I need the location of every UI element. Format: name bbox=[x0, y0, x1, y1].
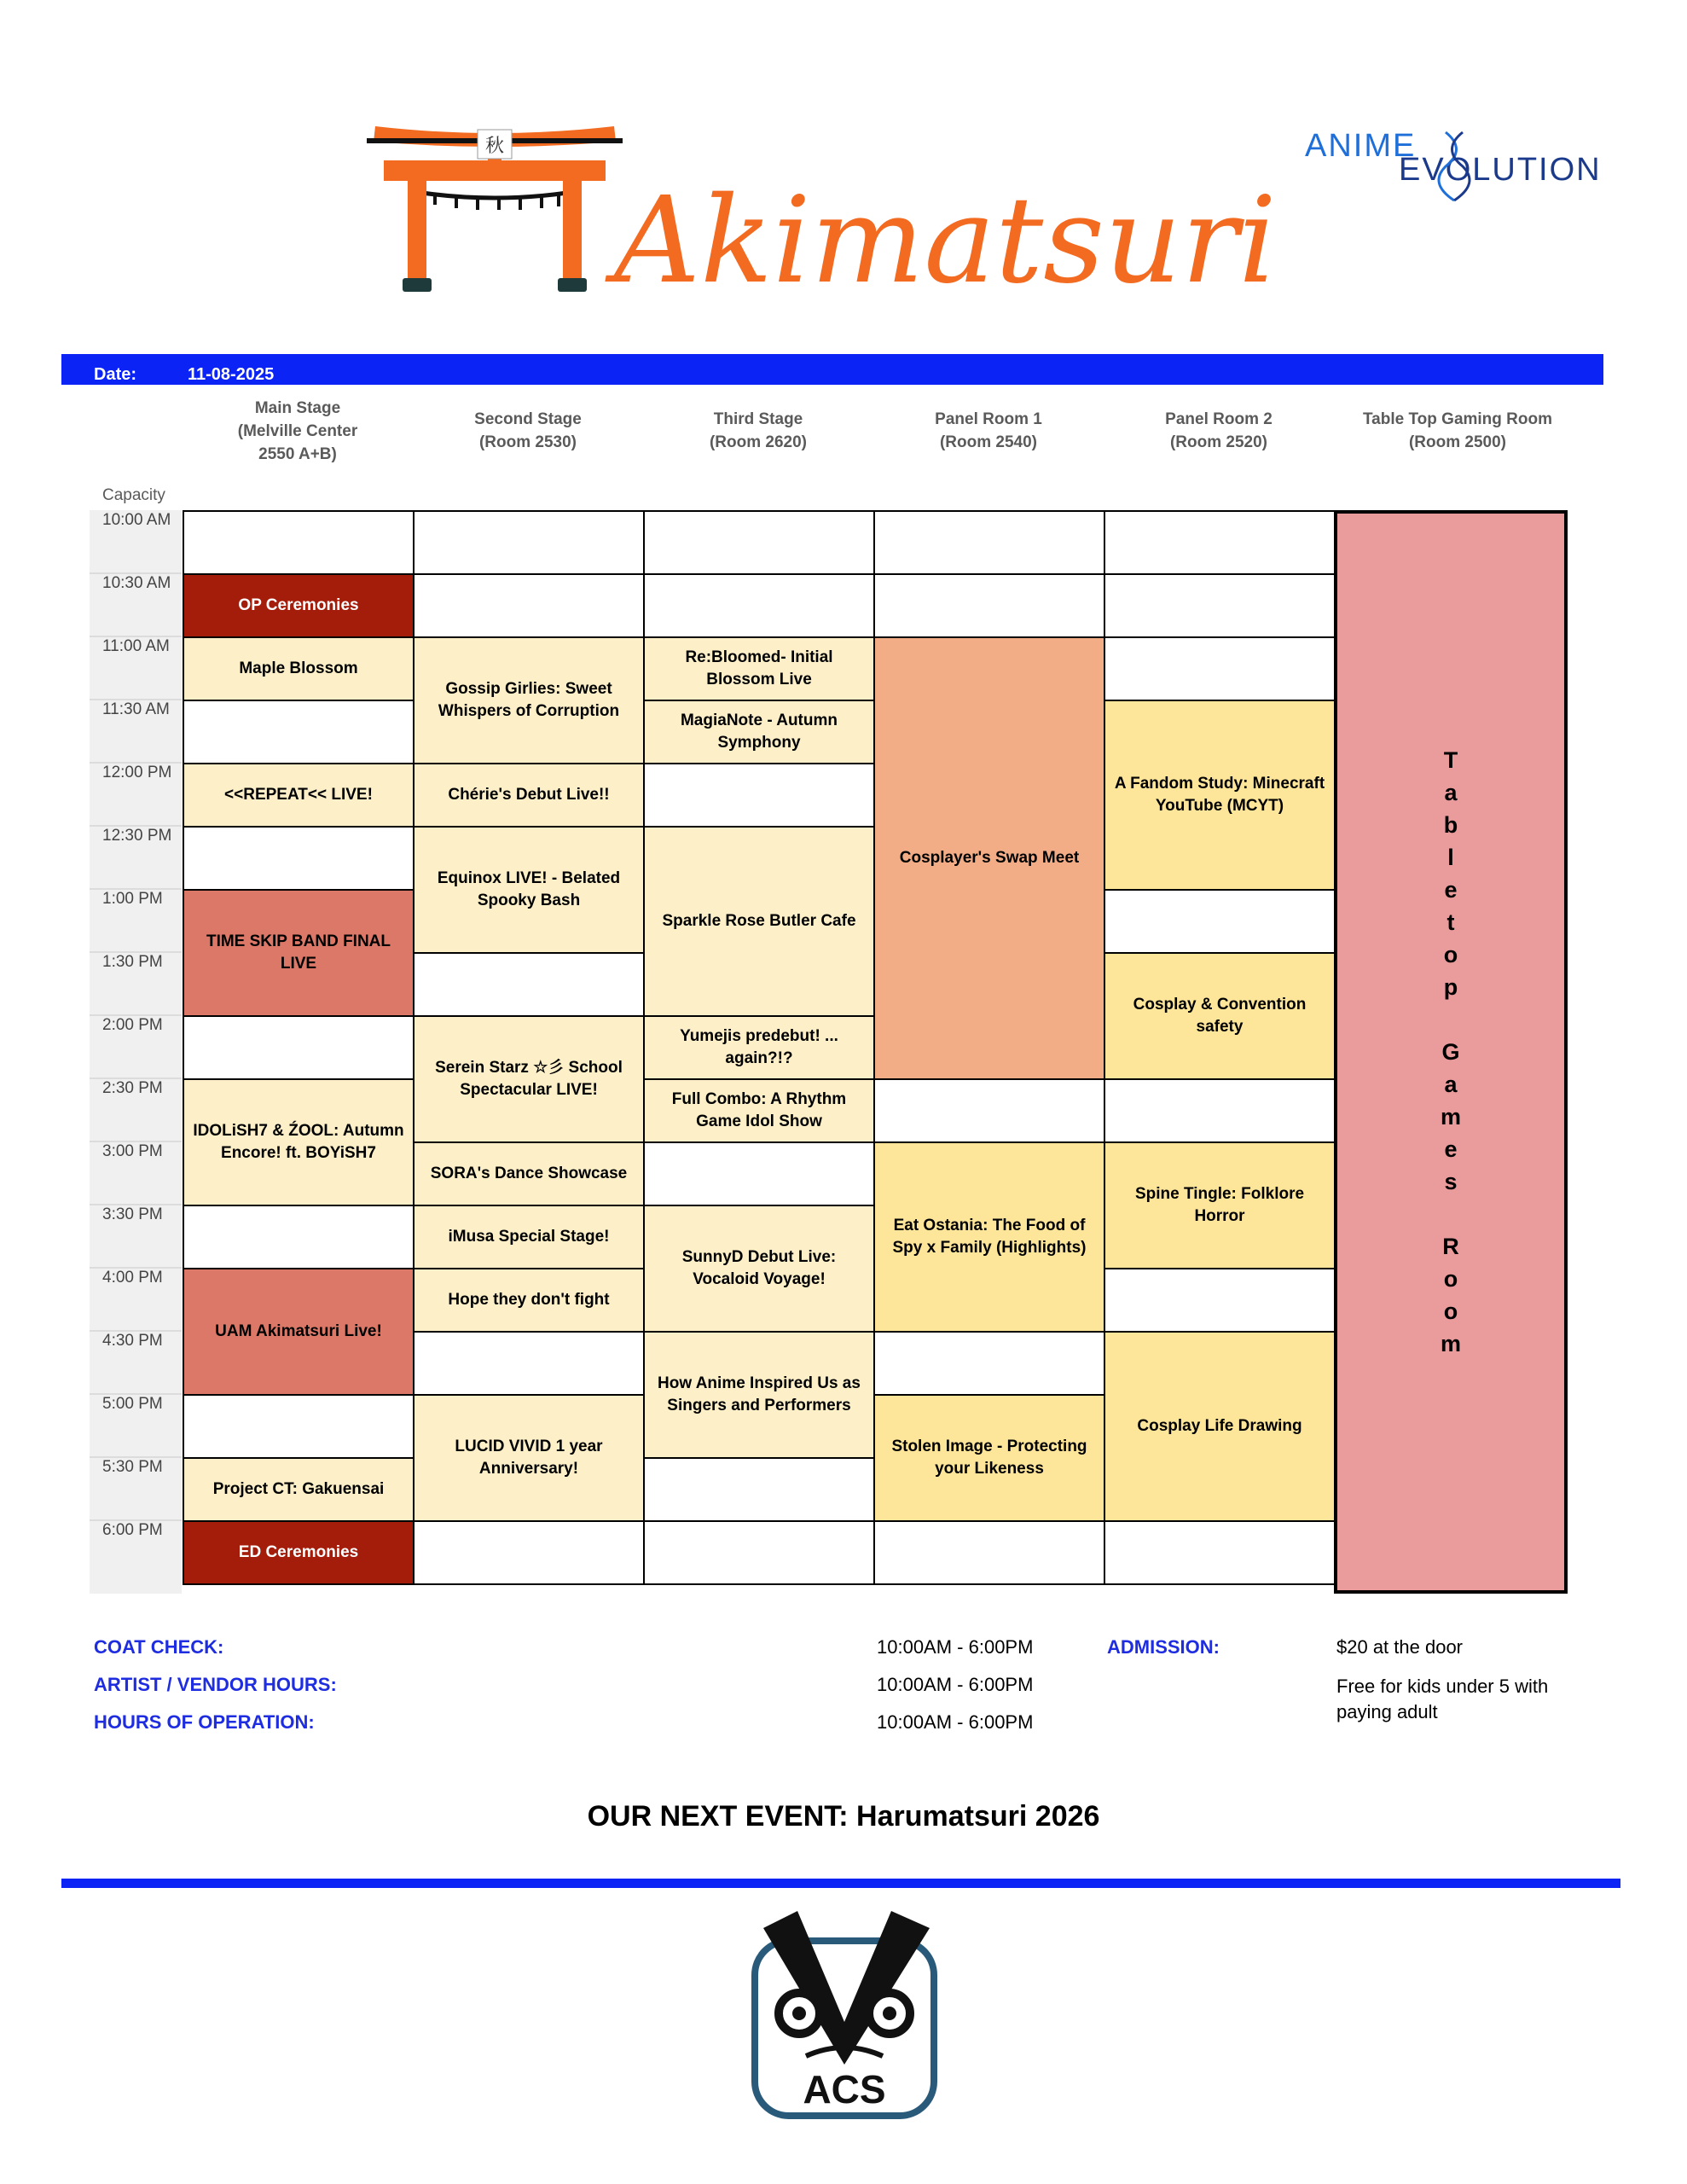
event-lucid-vivid[interactable]: LUCID VIVID 1 year Anniversary! bbox=[413, 1394, 645, 1522]
dna-helix-icon bbox=[1437, 128, 1471, 205]
event-gossip-girlies[interactable]: Gossip Girlies: Sweet Whispers of Corruption bbox=[413, 636, 645, 764]
time-divider bbox=[90, 1456, 182, 1458]
time-label: 2:30 PM bbox=[102, 1079, 163, 1097]
time-label: 4:30 PM bbox=[102, 1332, 163, 1350]
time-label: 11:30 AM bbox=[102, 700, 170, 718]
time-divider bbox=[90, 1204, 182, 1205]
admission-price: $20 at the door bbox=[1336, 1636, 1464, 1658]
room-header-panel-room-1: Panel Room 1 (Room 2540) bbox=[935, 410, 1042, 451]
room-header-second-stage: Second Stage (Room 2530) bbox=[474, 410, 582, 451]
event-rebloomed[interactable]: Re:Bloomed- Initial Blossom Live bbox=[643, 636, 875, 701]
empty-slot bbox=[1104, 889, 1336, 954]
event-yumejis-predebut[interactable]: Yumejis predebut! ... again?!? bbox=[643, 1015, 875, 1080]
empty-slot bbox=[873, 573, 1105, 638]
time-divider bbox=[90, 1141, 182, 1142]
event-stolen-image[interactable]: Stolen Image - Protecting your Likeness bbox=[873, 1394, 1105, 1522]
svg-text:秋: 秋 bbox=[484, 136, 505, 157]
akimatsuri-logo bbox=[358, 111, 1339, 307]
time-label: 11:00 AM bbox=[102, 637, 170, 655]
empty-slot bbox=[873, 510, 1105, 575]
admission-kids-note: Free for kids under 5 with paying adult bbox=[1336, 1676, 1549, 1722]
time-divider bbox=[90, 636, 182, 637]
anime-evolution-logo: ANIME EVOLUTION bbox=[1305, 128, 1655, 213]
empty-slot bbox=[873, 1331, 1105, 1396]
event-tabletop-games-room[interactable] bbox=[1334, 510, 1568, 1594]
event-idolish7-zool[interactable]: IDOLiSH7 & ŹOOL: Autumn Encore! ft. BOYiSH7 bbox=[183, 1078, 415, 1206]
vendor-hours: 10:00AM - 6:00PM bbox=[877, 1674, 1034, 1695]
time-divider bbox=[90, 1330, 182, 1332]
time-divider bbox=[90, 572, 182, 574]
event-serein-starz[interactable]: Serein Starz ☆彡 School Spectacular LIVE! bbox=[413, 1015, 645, 1143]
time-label: 3:30 PM bbox=[102, 1205, 163, 1223]
empty-slot bbox=[643, 573, 875, 638]
event-cherie-debut[interactable]: Chérie's Debut Live!! bbox=[413, 763, 645, 828]
empty-slot bbox=[413, 510, 645, 575]
time-label: 2:00 PM bbox=[102, 1016, 163, 1034]
room-header-tabletop-room: Table Top Gaming Room (Room 2500) bbox=[1362, 410, 1553, 451]
event-spine-tingle[interactable]: Spine Tingle: Folklore Horror bbox=[1104, 1141, 1336, 1269]
empty-slot bbox=[1104, 1520, 1336, 1585]
operation-hours-label: HOURS OF OPERATION: bbox=[94, 1711, 315, 1733]
event-op-ceremonies[interactable]: OP Ceremonies bbox=[183, 573, 415, 638]
empty-slot bbox=[413, 1520, 645, 1585]
empty-slot bbox=[873, 1078, 1105, 1143]
time-label: 10:00 AM bbox=[102, 511, 171, 529]
event-fandom-study-mcyt[interactable]: A Fandom Study: Minecraft YouTube (MCYT) bbox=[1104, 700, 1336, 891]
time-divider bbox=[90, 825, 182, 827]
time-divider bbox=[90, 888, 182, 890]
time-label: 12:00 PM bbox=[102, 764, 172, 781]
empty-slot bbox=[1104, 1268, 1336, 1333]
time-divider bbox=[90, 1393, 182, 1395]
time-divider bbox=[90, 951, 182, 953]
time-column bbox=[90, 510, 182, 1594]
empty-slot bbox=[183, 1394, 415, 1459]
operation-hours: 10:00AM - 6:00PM bbox=[877, 1711, 1034, 1733]
torii-gate-icon bbox=[367, 126, 623, 292]
coat-check-label: COAT CHECK: bbox=[94, 1636, 224, 1658]
empty-slot bbox=[183, 510, 415, 575]
time-divider bbox=[90, 1519, 182, 1521]
event-sunnyd-debut[interactable]: SunnyD Debut Live: Vocaloid Voyage! bbox=[643, 1205, 875, 1333]
event-how-anime-inspired[interactable]: How Anime Inspired Us as Singers and Performers bbox=[643, 1331, 875, 1459]
event-time-skip-band[interactable]: TIME SKIP BAND FINAL LIVE bbox=[183, 889, 415, 1017]
time-label: 6:00 PM bbox=[102, 1521, 163, 1539]
time-label: 5:00 PM bbox=[102, 1395, 163, 1413]
empty-slot bbox=[1104, 573, 1336, 638]
event-sparkle-rose-cafe[interactable]: Sparkle Rose Butler Cafe bbox=[643, 826, 875, 1017]
room-header-panel-room-2: Panel Room 2 (Room 2520) bbox=[1165, 410, 1272, 451]
time-label: 1:00 PM bbox=[102, 890, 163, 908]
event-cosplayer-swap-meet[interactable]: Cosplayer's Swap Meet bbox=[873, 636, 1105, 1080]
event-full-combo[interactable]: Full Combo: A Rhythm Game Idol Show bbox=[643, 1078, 875, 1143]
event-uam-akimatsuri-live[interactable]: UAM Akimatsuri Live! bbox=[183, 1268, 415, 1396]
empty-slot bbox=[413, 573, 645, 638]
empty-slot bbox=[183, 700, 415, 764]
event-project-ct[interactable]: Project CT: Gakuensai bbox=[183, 1457, 415, 1522]
room-header-main-stage: Main Stage (Melville Center 2550 A+B) bbox=[237, 399, 358, 463]
admission-label: ADMISSION: bbox=[1107, 1636, 1220, 1658]
event-eat-ostania[interactable]: Eat Ostania: The Food of Spy x Family (Highlights) bbox=[873, 1141, 1105, 1333]
event-cosplay-convention-safety[interactable]: Cosplay & Convention safety bbox=[1104, 952, 1336, 1080]
empty-slot bbox=[1104, 510, 1336, 575]
event-repeat-live[interactable]: <<REPEAT<< LIVE! bbox=[183, 763, 415, 828]
empty-slot bbox=[413, 1331, 645, 1396]
time-label: 1:30 PM bbox=[102, 953, 163, 971]
coat-check-hours: 10:00AM - 6:00PM bbox=[877, 1636, 1034, 1658]
acs-logo bbox=[746, 1894, 942, 2124]
empty-slot bbox=[643, 763, 875, 828]
empty-slot bbox=[183, 1015, 415, 1080]
empty-slot bbox=[183, 1205, 415, 1269]
time-label: 4:00 PM bbox=[102, 1269, 163, 1287]
empty-slot bbox=[643, 1457, 875, 1522]
vendor-hours-label: ARTIST / VENDOR HOURS: bbox=[94, 1674, 337, 1695]
time-label: 10:30 AM bbox=[102, 574, 171, 592]
room-header-third-stage: Third Stage (Room 2620) bbox=[709, 410, 808, 451]
time-label: 5:30 PM bbox=[102, 1458, 163, 1476]
time-label: 3:00 PM bbox=[102, 1142, 163, 1160]
empty-slot bbox=[643, 1520, 875, 1585]
empty-slot bbox=[183, 826, 415, 891]
event-imusa-special[interactable]: iMusa Special Stage! bbox=[413, 1205, 645, 1269]
event-hope-they-dont-fight[interactable]: Hope they don't fight bbox=[413, 1268, 645, 1333]
event-magianote[interactable]: MagiaNote - Autumn Symphony bbox=[643, 700, 875, 764]
date-label: Date: bbox=[94, 365, 137, 384]
event-cosplay-life-drawing[interactable]: Cosplay Life Drawing bbox=[1104, 1331, 1336, 1522]
time-divider bbox=[90, 1267, 182, 1269]
event-ed-ceremonies[interactable]: ED Ceremonies bbox=[183, 1520, 415, 1585]
acs-logo-text: ACS bbox=[803, 2067, 886, 2111]
empty-slot bbox=[413, 952, 645, 1017]
event-maple-blossom[interactable]: Maple Blossom bbox=[183, 636, 415, 701]
empty-slot bbox=[1104, 1078, 1336, 1143]
logo-wordmark: Akimatsuri bbox=[614, 171, 1277, 307]
time-label: 12:30 PM bbox=[102, 827, 172, 845]
tabletop-label: T a b l e t o p G a m e s R o o m bbox=[1440, 747, 1461, 1356]
empty-slot bbox=[643, 1141, 875, 1206]
event-sora-dance[interactable]: SORA's Dance Showcase bbox=[413, 1141, 645, 1206]
capacity-label: Capacity bbox=[102, 486, 165, 504]
next-event-banner: OUR NEXT EVENT: Harumatsuri 2026 bbox=[587, 1800, 1100, 1833]
time-divider bbox=[90, 699, 182, 700]
date-value: 11-08-2025 bbox=[188, 365, 275, 384]
empty-slot bbox=[643, 510, 875, 575]
event-equinox-live[interactable]: Equinox LIVE! - Belated Spooky Bash bbox=[413, 826, 645, 954]
empty-slot bbox=[1104, 636, 1336, 701]
time-divider bbox=[90, 762, 182, 764]
empty-slot bbox=[873, 1520, 1105, 1585]
bottom-divider bbox=[61, 1879, 1620, 1888]
time-divider bbox=[90, 1014, 182, 1016]
date-bar bbox=[61, 354, 1603, 385]
time-divider bbox=[90, 1077, 182, 1079]
